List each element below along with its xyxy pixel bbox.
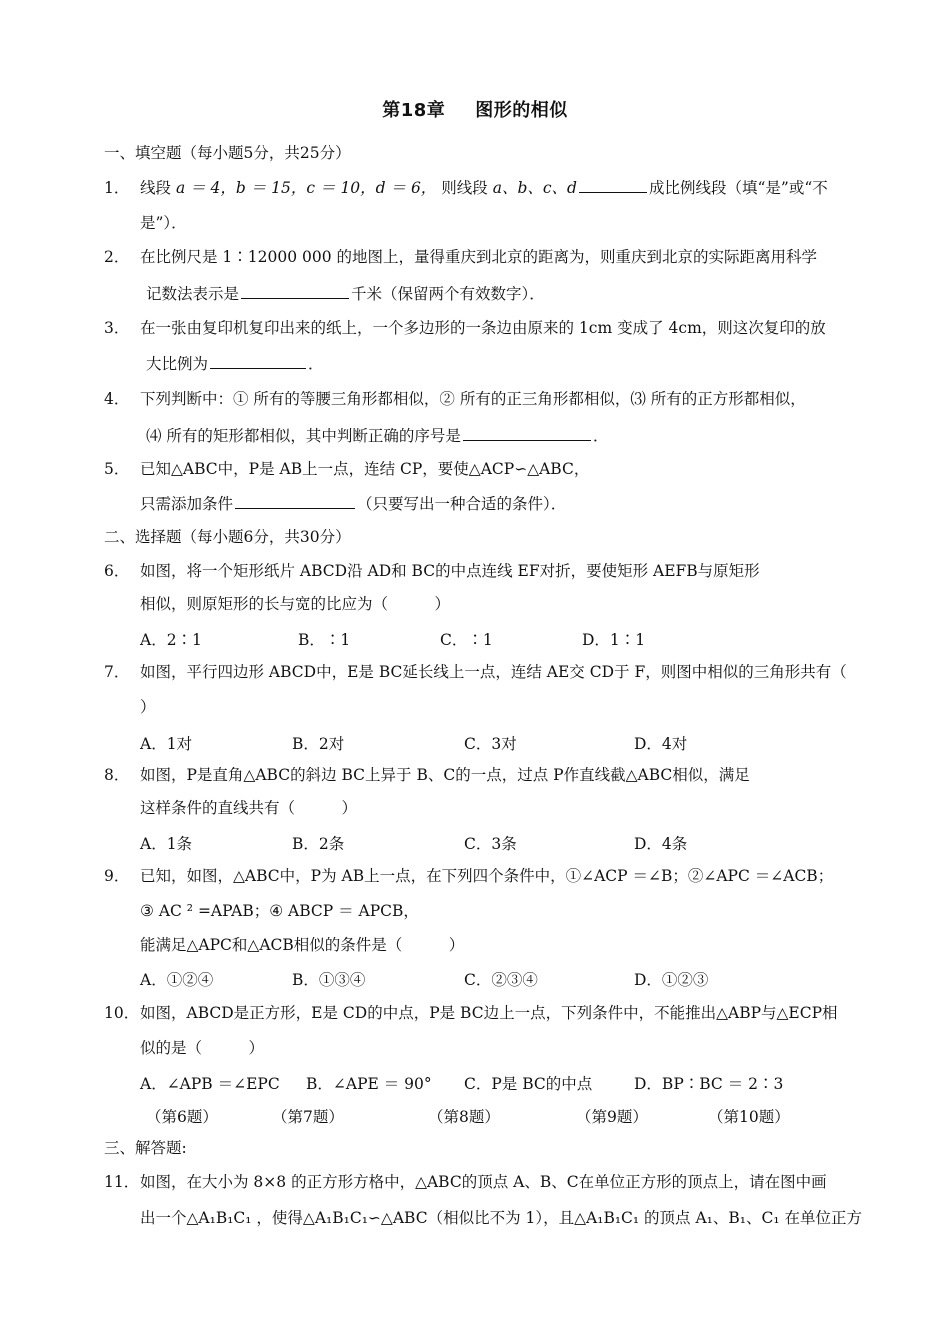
question-4-line-1: 下列判断中：① 所有的等腰三角形都相似，② 所有的正三角形都相似，⑶ 所有的正方形都相似， bbox=[140, 390, 806, 408]
question-1-line-1: 线段 a ＝ 4，b ＝ 15，c ＝ 10，d ＝ 6， 则线段 a、b、c、d 成比例线段（填“是”或“不 bbox=[140, 179, 828, 197]
option-d[interactable]: D．1∶1 bbox=[582, 631, 646, 649]
question-11-line-1: 如图，在大小为 8×8 的正方形方格中，△ABC的顶点 A、B、C在单位正方形的顶点上，请在图中画 bbox=[140, 1173, 827, 1191]
answer-blank[interactable] bbox=[235, 494, 355, 509]
option-b[interactable]: B．∠APE ＝ 90° bbox=[306, 1075, 432, 1093]
answer-blank[interactable] bbox=[210, 354, 306, 369]
option-d[interactable]: D．4条 bbox=[634, 835, 688, 853]
question-5-line-2: 只需添加条件 （只要写出一种合适的条件）． bbox=[140, 495, 567, 513]
answer-blank[interactable] bbox=[463, 426, 591, 441]
question-4-line-2: ⑷ 所有的矩形都相似，其中判断正确的序号是 ． bbox=[146, 427, 609, 445]
question-5-line-1: 已知△ABC中，P是 AB上一点，连结 CP，要使△ACP∽△ABC， bbox=[140, 460, 590, 478]
answer-blank[interactable] bbox=[579, 178, 647, 193]
option-d[interactable]: D．4对 bbox=[634, 735, 688, 753]
option-c[interactable]: C．P是 BC的中点 bbox=[464, 1075, 593, 1093]
question-6-line-2: 相似，则原矩形的长与宽的比应为（ ） bbox=[140, 595, 451, 613]
chapter-name: 图形的相似 bbox=[475, 100, 568, 121]
option-b[interactable]: B．∶1 bbox=[298, 631, 351, 649]
option-c[interactable]: C．3条 bbox=[464, 835, 517, 853]
figure-caption-7: （第7题） bbox=[272, 1108, 344, 1126]
figure-caption-8: （第8题） bbox=[428, 1108, 500, 1126]
question-11-line-2: 出一个△A₁B₁C₁ ，使得△A₁B₁C₁∽△ABC（相似比不为 1），且△A₁B₁C₁ 的顶点 A₁、B₁、C₁ 在单位正方 bbox=[140, 1209, 862, 1227]
question-2-line-2: 记数法表示是 千米（保留两个有效数字）． bbox=[146, 285, 545, 303]
option-b[interactable]: B．2对 bbox=[292, 735, 345, 753]
question-number: 5． bbox=[104, 460, 130, 478]
option-a[interactable]: A．∠APB ＝∠EPC bbox=[140, 1075, 280, 1093]
question-6-line-1: 如图，将一个矩形纸片 ABCD沿 AD和 BC的中点连线 EF对折，要使矩形 AEFB与原矩形 bbox=[140, 562, 760, 580]
figure-caption-6: （第6题） bbox=[146, 1108, 218, 1126]
question-2-line-1: 在比例尺是 1∶12000 000 的地图上，量得重庆到北京的距离为，则重庆到北京的实际距离用科学 bbox=[140, 248, 818, 266]
option-a[interactable]: A．1对 bbox=[140, 735, 193, 753]
question-10-line-1: 如图，ABCD是正方形，E是 CD的中点，P是 BC边上一点，下列条件中，不能推出△ABP与△ECP相 bbox=[140, 1004, 838, 1022]
question-7-line-1: 如图，平行四边形 ABCD中，E是 BC延长线上一点，连结 AE交 CD于 F，则图中相似的三角形共有（ bbox=[140, 663, 847, 681]
question-number: 2． bbox=[104, 248, 130, 266]
answer-blank[interactable] bbox=[241, 284, 349, 299]
question-3-line-2: 大比例为 ． bbox=[146, 355, 324, 373]
section-heading-multiple-choice: 二、选择题（每小题6分，共30分） bbox=[104, 528, 351, 546]
option-c[interactable]: C．②③④ bbox=[464, 971, 538, 989]
option-b[interactable]: B．①③④ bbox=[292, 971, 366, 989]
option-a[interactable]: A．2∶1 bbox=[140, 631, 202, 649]
option-a[interactable]: A．①②④ bbox=[140, 971, 214, 989]
option-d[interactable]: D．BP∶BC ＝ 2∶3 bbox=[634, 1075, 784, 1093]
question-number: 4． bbox=[104, 390, 130, 408]
option-b[interactable]: B．2条 bbox=[292, 835, 345, 853]
question-number: 11． bbox=[104, 1173, 140, 1191]
question-9-line-3: 能满足△APC和△ACB相似的条件是（ ） bbox=[140, 936, 465, 954]
question-number: 8． bbox=[104, 766, 130, 784]
question-number: 10． bbox=[104, 1004, 140, 1022]
option-c[interactable]: C．3对 bbox=[464, 735, 517, 753]
question-3-line-1: 在一张由复印机复印出来的纸上，一个多边形的一条边由原来的 1cm 变成了 4cm，则这次复印的放 bbox=[140, 319, 826, 337]
figure-caption-9: （第9题） bbox=[576, 1108, 648, 1126]
question-9-line-2: ③ AC ² =APAB；④ ABCP ＝ APCB， bbox=[140, 902, 419, 920]
page-title bbox=[0, 96, 950, 122]
section-heading-solutions: 三、解答题: bbox=[104, 1139, 187, 1157]
question-1-line-2: 是”）． bbox=[140, 214, 187, 232]
question-7-line-2: ） bbox=[140, 698, 156, 716]
section-heading-fill-blank: 一、填空题（每小题5分，共25分） bbox=[104, 144, 351, 162]
question-number: 6． bbox=[104, 562, 130, 580]
question-9-line-1: 已知，如图，△ABC中，P为 AB上一点，在下列四个条件中，①∠ACP ＝∠B；②∠APC ＝∠ACB； bbox=[140, 867, 834, 885]
option-a[interactable]: A．1条 bbox=[140, 835, 193, 853]
question-number: 1． bbox=[104, 179, 130, 197]
chapter-number: 第18章 bbox=[382, 100, 446, 121]
question-number: 7． bbox=[104, 663, 130, 681]
question-number: 9． bbox=[104, 867, 130, 885]
question-8-line-1: 如图，P是直角△ABC的斜边 BC上异于 B、C的一点，过点 P作直线截△ABC相似，满足 bbox=[140, 766, 750, 784]
question-number: 3． bbox=[104, 319, 130, 337]
option-c[interactable]: C．∶1 bbox=[440, 631, 493, 649]
question-8-line-2: 这样条件的直线共有（ ） bbox=[140, 799, 358, 817]
question-10-line-2: 似的是（ ） bbox=[140, 1039, 265, 1057]
figure-caption-10: （第10题） bbox=[708, 1108, 790, 1126]
option-d[interactable]: D．①②③ bbox=[634, 971, 709, 989]
